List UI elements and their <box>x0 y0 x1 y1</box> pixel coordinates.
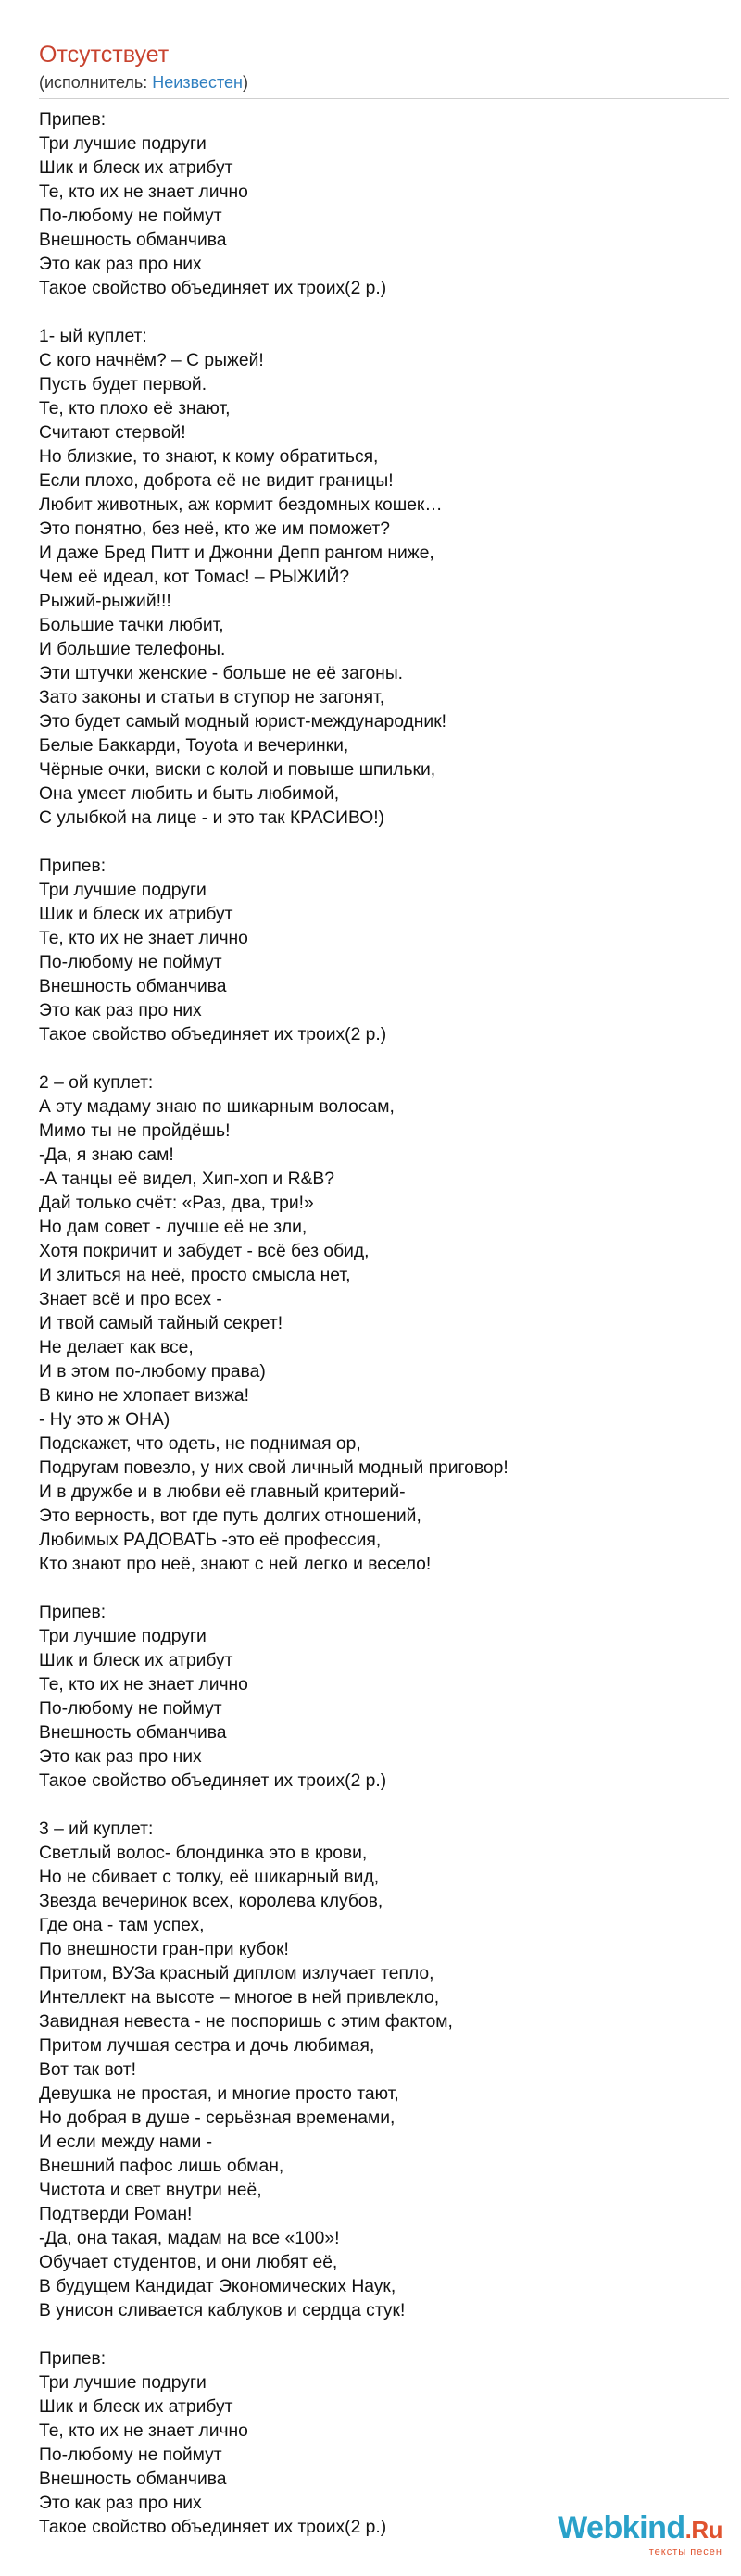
lyrics-line: Где она - там успех, <box>39 1916 205 1935</box>
lyrics-line: Это как раз про них <box>39 255 202 274</box>
artist-suffix: ) <box>242 73 248 92</box>
lyrics-line: Мимо ты не пройдёшь! <box>39 1121 231 1141</box>
lyrics-line: Обучает студентов, и они любят её, <box>39 2253 338 2272</box>
lyrics-line: Чёрные очки, виски с колой и повыше шпильки, <box>39 760 436 780</box>
lyrics-line: Любимых РАДОВАТЬ -это её профессия, <box>39 1531 382 1550</box>
logo-tagline: тексты песен <box>648 2546 722 2557</box>
lyrics-line: Она умеет любить и быть любимой, <box>39 784 340 804</box>
lyrics-blank-line <box>39 2323 729 2347</box>
song-title: Отсутствует <box>39 42 170 68</box>
lyrics-line: А эту мадаму знаю по шикарным волосам, <box>39 1097 395 1117</box>
lyrics-line: Подругам повезло, у них свой личный модный приговор! <box>39 1458 509 1478</box>
lyrics-line: Белые Баккарди, Toyota и вечеринки, <box>39 736 349 756</box>
lyrics-line: Такое свойство объединяет их троих(2 р.) <box>39 1025 387 1044</box>
lyrics-line: Внешность обманчива <box>39 2470 227 2489</box>
lyrics-line: Девушка не простая, и многие просто тают, <box>39 2084 399 2104</box>
lyrics-line: Те, кто плохо её знают, <box>39 399 231 419</box>
lyrics-line: -Да, она такая, мадам на все «100»! <box>39 2229 340 2248</box>
lyrics-line: И если между нами - <box>39 2132 213 2152</box>
lyrics-line: Но дам совет - лучше её не зли, <box>39 1218 308 1237</box>
lyrics-line: Дай только счёт: «Раз, два, три!» <box>39 1194 314 1213</box>
lyrics-line: Такое свойство объединяет их троих(2 р.) <box>39 279 387 298</box>
lyrics-line: С кого начнём? – С рыжей! <box>39 351 264 370</box>
lyrics-blank-line <box>39 831 729 855</box>
lyrics-line: Но не сбивает с толку, её шикарный вид, <box>39 1868 380 1887</box>
lyrics-line: И большие телефоны. <box>39 640 226 659</box>
title-divider <box>39 98 729 99</box>
lyrics-line: Внешность обманчива <box>39 1723 227 1743</box>
lyrics-line: Чистота и свет внутри неё, <box>39 2181 262 2200</box>
lyrics-line: Внешний пафос лишь обман, <box>39 2157 284 2176</box>
logo-brand-tld: .Ru <box>684 2516 722 2544</box>
lyrics-line: Подтверди Роман! <box>39 2205 193 2224</box>
lyrics-line: Те, кто их не знает лично <box>39 1675 248 1694</box>
lyrics-line: Три лучшие подруги <box>39 2373 207 2393</box>
lyrics-line: Это как раз про них <box>39 1001 202 1020</box>
lyrics-line: Звезда вечеринок всех, королева клубов, <box>39 1892 383 1911</box>
lyrics-line: Припев: <box>39 1603 107 1622</box>
lyrics-line: Кто знают про неё, знают с ней легко и весело! <box>39 1555 432 1574</box>
lyrics-line: Хотя покричит и забудет - всё без обид, <box>39 1242 370 1261</box>
site-logo[interactable] <box>558 2511 722 2557</box>
lyrics-line: Шик и блеск их атрибут <box>39 2397 233 2417</box>
lyrics-line: - Ну это ж ОНА) <box>39 1410 170 1430</box>
song-meta <box>39 72 729 93</box>
lyrics-line: И злиться на неё, просто смысла нет, <box>39 1266 351 1285</box>
lyrics-line: Припев: <box>39 857 107 876</box>
lyrics-line: Это как раз про них <box>39 2494 202 2513</box>
lyrics-line: И в этом по-любому права) <box>39 1362 266 1382</box>
lyrics-line: Такое свойство объединяет их троих(2 р.) <box>39 1771 387 1791</box>
lyrics-line: Это понятно, без неё, кто же им поможет? <box>39 519 391 539</box>
lyrics-line: Три лучшие подруги <box>39 881 207 900</box>
lyrics-line: Это как раз про них <box>39 1747 202 1767</box>
lyrics-line: Притом лучшая сестра и дочь любимая, <box>39 2036 375 2056</box>
lyrics-line: Завидная невеста - не поспоришь с этим фактом, <box>39 2012 453 2032</box>
song-page <box>39 0 729 2540</box>
lyrics-line: Рыжий-рыжий!!! <box>39 592 171 611</box>
lyrics-line: И даже Бред Питт и Джонни Депп рангом ниже, <box>39 544 434 563</box>
lyrics-line: И в дружбе и в любви её главный критерий- <box>39 1482 406 1502</box>
lyrics-line: По внешности гран-при кубок! <box>39 1940 289 1959</box>
lyrics-line: Притом, ВУЗа красный диплом излучает тепло, <box>39 1964 434 1983</box>
lyrics-line: В кино не хлопает визжа! <box>39 1386 249 1406</box>
lyrics-line: Припев: <box>39 2349 107 2369</box>
lyrics-blank-line <box>39 1047 729 1071</box>
lyrics-line: Чем её идеал, кот Томас! – РЫЖИЙ? <box>39 568 350 587</box>
lyrics-line: Припев: <box>39 110 107 130</box>
lyrics-line: 1- ый куплет: <box>39 327 147 346</box>
lyrics-line: Три лучшие подруги <box>39 1627 207 1646</box>
lyrics-line: С улыбкой на лице - и это так КРАСИВО!) <box>39 808 384 828</box>
logo-brand <box>558 2511 722 2546</box>
lyrics-line: Эти штучки женские - больше не её загоны. <box>39 664 404 683</box>
lyrics-line: Такое свойство объединяет их троих(2 р.) <box>39 2518 387 2537</box>
lyrics-line: Три лучшие подруги <box>39 134 207 154</box>
lyrics-line: Это верность, вот где путь долгих отношений, <box>39 1507 421 1526</box>
lyrics-line: Любит животных, аж кормит бездомных кошек… <box>39 495 443 515</box>
lyrics-line: Но добрая в душе - серьёзная временами, <box>39 2108 396 2128</box>
lyrics-line: Те, кто их не знает лично <box>39 929 248 948</box>
lyrics-line: Интеллект на высоте – многое в ней привлекло, <box>39 1988 440 2007</box>
lyrics-line: В будущем Кандидат Экономических Наук, <box>39 2277 396 2296</box>
lyrics-line: По-любому не поймут <box>39 206 222 226</box>
lyrics-blank-line <box>39 301 729 325</box>
lyrics-line: -А танцы её видел, Хип-хоп и R&B? <box>39 1169 334 1189</box>
lyrics-blank-line <box>39 1577 729 1601</box>
lyrics-line: Шик и блеск их атрибут <box>39 158 233 178</box>
lyrics-line: Внешность обманчива <box>39 231 227 250</box>
lyrics-line: Вот так вот! <box>39 2060 136 2080</box>
lyrics-line: По-любому не поймут <box>39 1699 222 1719</box>
lyrics-line: По-любому не поймут <box>39 2445 222 2465</box>
lyrics-line: Зато законы и статьи в ступор не загонят, <box>39 688 385 707</box>
lyrics-line: Внешность обманчива <box>39 977 227 996</box>
lyrics-line: Те, кто их не знает лично <box>39 182 248 202</box>
lyrics-line: 2 – ой куплет: <box>39 1073 154 1093</box>
artist-label: (исполнитель: <box>39 73 153 92</box>
lyrics-line: Большие тачки любит, <box>39 616 224 635</box>
lyrics-line: Не делает как все, <box>39 1338 194 1357</box>
lyrics-line: Это будет самый модный юрист-международник! <box>39 712 446 732</box>
artist-link[interactable]: Неизвестен <box>152 73 243 92</box>
lyrics-line: В унисон сливается каблуков и сердца стук! <box>39 2301 406 2320</box>
lyrics-line: Пусть будет первой. <box>39 375 207 394</box>
lyrics-line: Светлый волос- блондинка это в крови, <box>39 1844 368 1863</box>
lyrics-line: Но близкие, то знают, к кому обратиться, <box>39 447 379 467</box>
lyrics-line: Подскажет, что одеть, не поднимая ор, <box>39 1434 361 1454</box>
lyrics-line: По-любому не поймут <box>39 953 222 972</box>
lyrics-line: -Да, я знаю сам! <box>39 1145 174 1165</box>
lyrics-line: Шик и блеск их атрибут <box>39 905 233 924</box>
lyrics-line: Считают стервой! <box>39 423 186 443</box>
lyrics-line: 3 – ий куплет: <box>39 1819 154 1839</box>
lyrics-line: И твой самый тайный секрет! <box>39 1314 283 1333</box>
logo-brand-main: Webkind <box>558 2510 685 2545</box>
lyrics-blank-line <box>39 1794 729 1818</box>
lyrics-line: Если плохо, доброта её не видит границы! <box>39 471 394 491</box>
lyrics-text <box>39 108 729 2540</box>
lyrics-line: Знает всё и про всех - <box>39 1290 222 1309</box>
lyrics-line: Те, кто их не знает лично <box>39 2421 248 2441</box>
lyrics-line: Шик и блеск их атрибут <box>39 1651 233 1670</box>
